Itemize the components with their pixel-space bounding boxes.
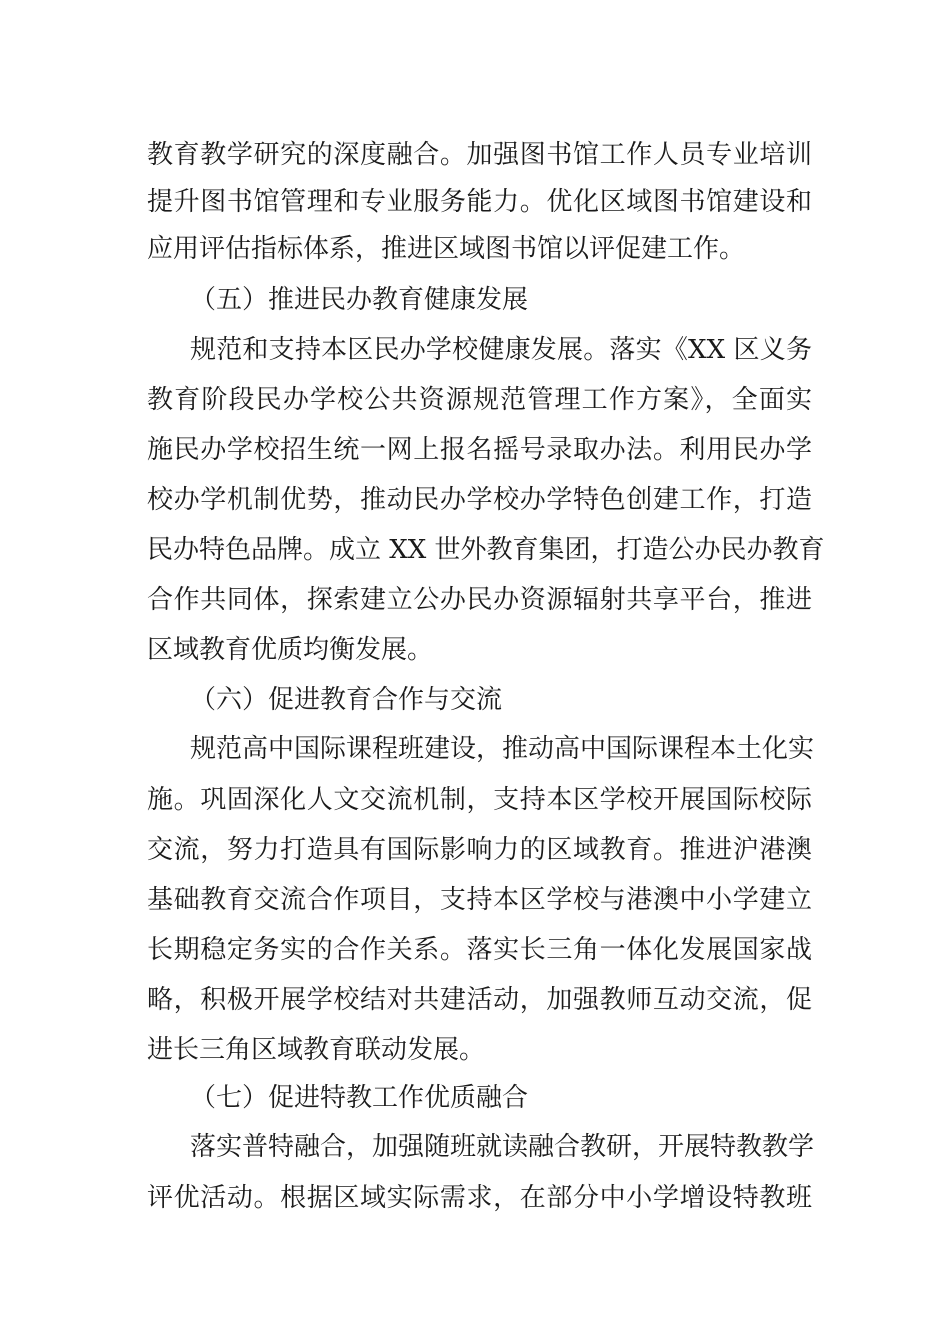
body-line-8: 校办学机制优势，推动民办学校办学特色创建工作，打造 — [147, 485, 812, 515]
section-heading-5: （五）推进民办教育健康发展 — [190, 285, 529, 315]
body-line-19: 进长三角区域教育联动发展。 — [147, 1035, 486, 1065]
section-heading-7: （七）促进特教工作优质融合 — [190, 1083, 529, 1113]
body-line-1: 教育教学研究的深度融合。加强图书馆工作人员专业培训 — [147, 140, 812, 170]
body-line-5: 规范和支持本区民办学校健康发展。落实《XX 区义务 — [190, 335, 812, 365]
body-line-13: 规范高中国际课程班建设，推动高中国际课程本土化实 — [190, 734, 815, 764]
body-line-2: 提升图书馆管理和专业服务能力。优化区域图书馆建设和 — [147, 187, 812, 217]
body-line-16: 基础教育交流合作项目，支持本区学校与港澳中小学建立 — [147, 885, 812, 915]
body-line-6: 教育阶段民办学校公共资源规范管理工作方案》，全面实 — [147, 385, 812, 415]
body-line-15: 交流，努力打造具有国际影响力的区域教育。推进沪港澳 — [147, 835, 812, 865]
body-line-21: 落实普特融合，加强随班就读融合教研，开展特教教学 — [190, 1132, 815, 1162]
body-line-14: 施。巩固深化人文交流机制，支持本区学校开展国际校际 — [147, 785, 812, 815]
body-line-22: 评优活动。根据区域实际需求，在部分中小学增设特教班 — [147, 1183, 812, 1213]
body-line-9: 民办特色品牌。成立 XX 世外教育集团，打造公办民办教育 — [147, 535, 825, 565]
body-line-17: 长期稳定务实的合作关系。落实长三角一体化发展国家战 — [147, 935, 812, 965]
section-heading-6: （六）促进教育合作与交流 — [190, 685, 503, 715]
body-line-3: 应用评估指标体系，推进区域图书馆以评促建工作。 — [147, 234, 746, 264]
body-line-18: 略，积极开展学校结对共建活动，加强教师互动交流，促 — [147, 985, 812, 1015]
body-line-10: 合作共同体，探索建立公办民办资源辐射共享平台，推进 — [147, 585, 812, 615]
body-line-7: 施民办学校招生统一网上报名摇号录取办法。利用民办学 — [147, 435, 812, 465]
body-line-11: 区域教育优质均衡发展。 — [147, 635, 434, 665]
